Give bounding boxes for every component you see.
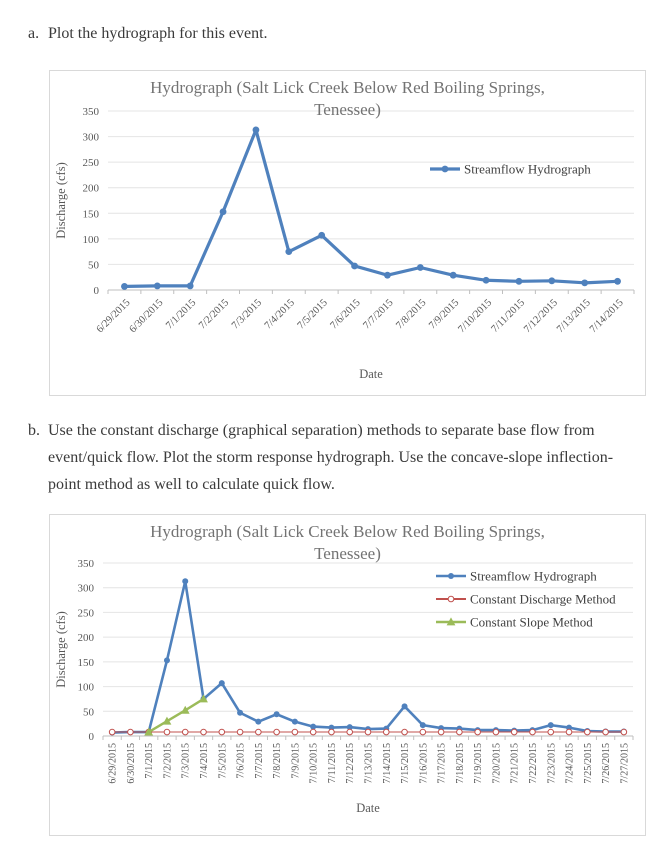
chart-title	[150, 78, 545, 119]
hydrograph-chart-b	[50, 515, 645, 830]
gridlines	[108, 111, 634, 290]
svg-text:Streamflow Hydrograph: Streamflow Hydrograph	[470, 568, 597, 584]
svg-text:7/19/2015: 7/19/2015	[473, 743, 485, 784]
question-b	[28, 417, 661, 498]
y-axis-labels	[78, 558, 95, 743]
question-a-text: Plot the hydrograph for this event.	[48, 25, 268, 42]
svg-text:200: 200	[77, 632, 94, 645]
question-b-text: Use the constant discharge (graphical separation) methods to separate base flow from event/quick flow. Plot the storm response hydrograph. Use the concave-slope inflection-point method as well to calculate quick flow.	[48, 422, 614, 493]
svg-text:7/7/2015: 7/7/2015	[361, 297, 396, 332]
svg-text:7/6/2015: 7/6/2015	[328, 297, 363, 332]
legend	[430, 162, 591, 177]
svg-text:7/16/2015: 7/16/2015	[418, 743, 430, 784]
question-b-label: b.	[28, 422, 40, 439]
hydrograph-chart-b-frame	[49, 514, 646, 836]
svg-text:7/17/2015: 7/17/2015	[436, 743, 448, 784]
svg-text:7/12/2015: 7/12/2015	[345, 743, 357, 784]
worksheet-page	[0, 20, 661, 836]
svg-text:7/2/2015: 7/2/2015	[162, 743, 174, 779]
svg-text:250: 250	[82, 157, 99, 170]
svg-text:150: 150	[82, 208, 99, 221]
svg-text:250: 250	[77, 607, 94, 620]
svg-text:7/9/2015: 7/9/2015	[427, 297, 462, 332]
hydrograph-chart-a-frame	[49, 70, 646, 396]
svg-text:7/24/2015: 7/24/2015	[564, 743, 576, 784]
chart-title	[150, 522, 545, 563]
y-axis-labels	[83, 106, 100, 297]
svg-text:7/18/2015: 7/18/2015	[454, 743, 466, 784]
svg-text:7/4/2015: 7/4/2015	[262, 297, 297, 332]
svg-text:6/30/2015: 6/30/2015	[125, 743, 137, 784]
svg-text:Streamflow Hydrograph: Streamflow Hydrograph	[464, 161, 591, 177]
svg-text:7/10/2015: 7/10/2015	[308, 743, 320, 784]
svg-text:7/27/2015: 7/27/2015	[619, 743, 631, 784]
svg-text:7/9/2015: 7/9/2015	[290, 743, 302, 779]
svg-text:7/5/2015: 7/5/2015	[295, 297, 330, 332]
svg-text:350: 350	[82, 106, 99, 118]
svg-text:7/22/2015: 7/22/2015	[527, 743, 539, 784]
svg-text:6/30/2015: 6/30/2015	[127, 297, 166, 336]
series-streamflow-hydrograph	[121, 127, 621, 290]
x-axis-labels	[95, 297, 626, 335]
svg-text:6/29/2015: 6/29/2015	[94, 297, 133, 336]
svg-text:0: 0	[93, 285, 99, 297]
svg-text:Constant Slope Method: Constant Slope Method	[470, 614, 593, 630]
svg-text:7/15/2015: 7/15/2015	[400, 743, 412, 784]
svg-text:50: 50	[88, 259, 99, 272]
hydrograph-chart-a	[50, 71, 645, 390]
svg-text:Tenessee): Tenessee)	[314, 544, 381, 563]
svg-text:7/8/2015: 7/8/2015	[394, 297, 429, 332]
svg-text:7/13/2015: 7/13/2015	[554, 297, 593, 336]
svg-text:7/13/2015: 7/13/2015	[363, 743, 375, 784]
svg-text:7/3/2015: 7/3/2015	[180, 743, 192, 779]
y-axis-title: Discharge (cfs)	[54, 162, 68, 239]
svg-text:350: 350	[77, 558, 94, 570]
svg-text:Hydrograph (Salt Lick Creek Be: Hydrograph (Salt Lick Creek Below Red Boiling Springs,	[150, 522, 545, 541]
x-axis-labels	[108, 743, 631, 784]
question-a-label: a.	[28, 25, 40, 42]
svg-text:7/6/2015: 7/6/2015	[235, 743, 247, 779]
legend	[436, 569, 616, 630]
svg-text:7/21/2015: 7/21/2015	[509, 743, 521, 784]
svg-text:7/1/2015: 7/1/2015	[144, 743, 156, 779]
svg-text:7/11/2015: 7/11/2015	[489, 297, 528, 335]
svg-text:7/8/2015: 7/8/2015	[272, 743, 284, 779]
x-axis-ticks	[103, 736, 633, 740]
svg-text:Tenessee): Tenessee)	[314, 100, 381, 119]
svg-text:7/26/2015: 7/26/2015	[601, 743, 613, 784]
svg-text:6/29/2015: 6/29/2015	[107, 743, 119, 784]
svg-text:7/20/2015: 7/20/2015	[491, 743, 503, 784]
svg-text:150: 150	[77, 656, 94, 669]
svg-text:7/25/2015: 7/25/2015	[582, 743, 594, 784]
y-axis-title: Discharge (cfs)	[54, 611, 68, 688]
svg-text:7/14/2015: 7/14/2015	[587, 297, 626, 336]
svg-text:7/3/2015: 7/3/2015	[229, 297, 265, 332]
svg-text:7/14/2015: 7/14/2015	[381, 743, 393, 784]
svg-text:Constant Discharge Method: Constant Discharge Method	[470, 591, 616, 607]
svg-text:50: 50	[83, 706, 94, 719]
svg-text:0: 0	[88, 731, 94, 743]
svg-text:200: 200	[82, 182, 99, 195]
svg-text:7/12/2015: 7/12/2015	[522, 297, 560, 336]
x-axis-title: Date	[359, 367, 383, 381]
series-constant-discharge-method	[109, 729, 626, 735]
svg-text:100: 100	[77, 681, 94, 694]
svg-text:7/10/2015: 7/10/2015	[456, 297, 495, 336]
svg-text:300: 300	[82, 131, 99, 144]
svg-text:7/2/2015: 7/2/2015	[196, 297, 232, 332]
svg-text:Hydrograph (Salt Lick Creek Be: Hydrograph (Salt Lick Creek Below Red Boiling Springs,	[150, 78, 545, 97]
svg-text:7/7/2015: 7/7/2015	[253, 743, 265, 779]
svg-text:7/1/2015: 7/1/2015	[164, 297, 199, 332]
x-axis-title: Date	[356, 801, 380, 815]
svg-text:100: 100	[82, 233, 99, 246]
x-axis-ticks	[108, 290, 634, 294]
question-a	[28, 20, 661, 47]
svg-text:7/11/2015: 7/11/2015	[326, 743, 338, 784]
svg-text:300: 300	[77, 582, 94, 595]
svg-text:7/5/2015: 7/5/2015	[217, 743, 229, 779]
svg-text:7/23/2015: 7/23/2015	[546, 743, 558, 784]
svg-text:7/4/2015: 7/4/2015	[199, 743, 211, 779]
